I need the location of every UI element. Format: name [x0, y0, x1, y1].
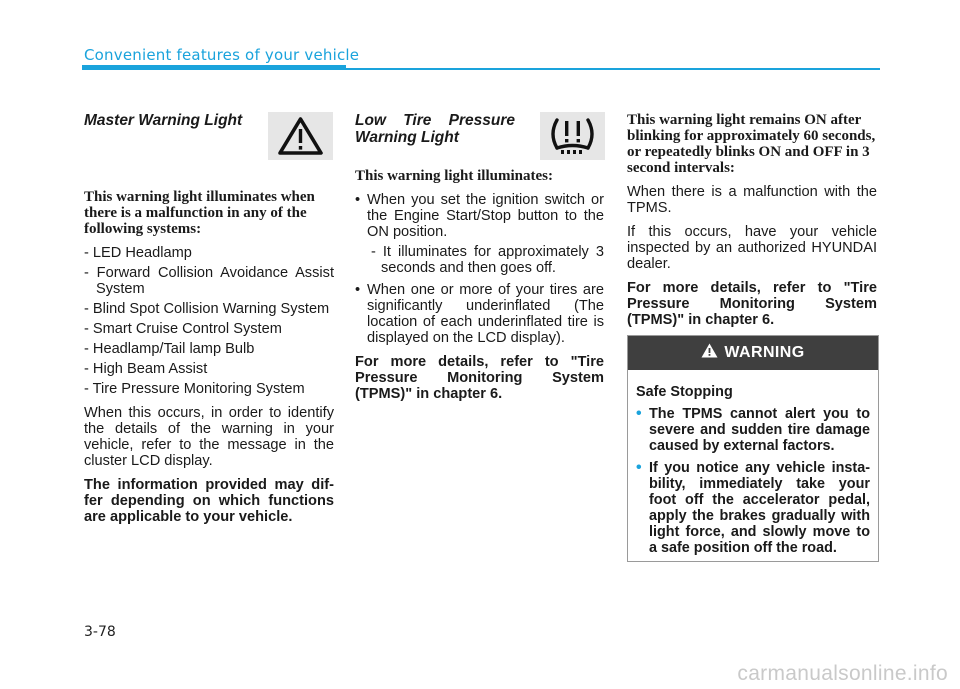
tpms-note: For more details, refer to "Tire Pressure Monitoring System (TPMS)" in chapter 6. [627, 280, 877, 328]
master-warning-para: When this occurs, in order to identify the details of the warning in your vehicle, refer to the message in the cluster LCD display. [84, 405, 334, 469]
tire-pressure-icon [540, 112, 605, 160]
warning-box [627, 335, 879, 562]
list-item: - Forward Collision Avoidance Assist System [84, 265, 334, 297]
watermark: carmanualsonline.info [737, 662, 948, 685]
warning-triangle-icon [268, 112, 333, 160]
master-warning-title: Master Warning Light [84, 112, 243, 129]
warning-header-label: WARNING [724, 344, 805, 361]
master-warning-intro: This warning light illuminates when there is a malfunction in any of the following systems: [84, 189, 315, 237]
low-tire-bullet-1: When you set the ignition switch or the Engine Start/Stop button to the ON position. [367, 192, 604, 240]
header-rule-thick [82, 65, 346, 70]
section-title: Convenient features of your vehicle [84, 46, 360, 64]
list-item: • When one or more of your tires are significantly underinflated (The location of each underinflated tire is displayed on the LCD display). [355, 282, 604, 346]
list-item: - Blind Spot Collision Warning System [84, 301, 330, 317]
low-tire-intro: This warning light illuminates: [355, 168, 553, 184]
list-item: - Tire Pressure Monitoring System [84, 381, 305, 397]
list-item: • The TPMS cannot alert you to severe and sudden tire damage caused by external factors. [636, 406, 870, 454]
low-tire-sub-1: - It illuminates for approximately 3 seconds and then goes off. [371, 244, 604, 276]
warning-triangle-icon [701, 343, 718, 363]
column-master-warning [84, 112, 334, 533]
tpms-intro: This warning light remains ON after blinking for approximately 60 seconds, or repeatedly blinks ON and OFF in 3 second intervals: [627, 112, 876, 176]
tpms-para-2: If this occurs, have your vehicle inspected by an authorized HYUNDAI dealer. [627, 224, 877, 272]
warning-list [636, 406, 870, 556]
page-number: 3-78 [84, 624, 116, 640]
master-warning-note: The information provided may dif-fer depending on which functions are applicable to your vehicle. [84, 477, 334, 525]
list-item: - LED Headlamp [84, 245, 192, 261]
header-rule-thin [346, 68, 880, 70]
list-item: - Headlamp/Tail lamp Bulb [84, 341, 255, 357]
master-warning-list [84, 245, 334, 397]
master-warning-icon-box [268, 112, 333, 160]
column-tpms-malfunction [627, 112, 877, 336]
list-item: • If you notice any vehicle insta-bility, immediately take your foot off the accelerator pedal, apply the brakes gradually with light force, and slowly move to a safe position off the road. [636, 460, 870, 556]
low-tire-icon-box [540, 112, 605, 160]
tpms-para-1: When there is a malfunction with the TPMS. [627, 184, 877, 216]
list-item: - High Beam Assist [84, 361, 208, 377]
low-tire-title: Low Tire Pressure Warning Light [355, 112, 515, 146]
warning-header [628, 336, 878, 370]
low-tire-note: For more details, refer to "Tire Pressure Monitoring System (TPMS)" in chapter 6. [355, 354, 604, 402]
low-tire-list [355, 192, 604, 346]
list-item [355, 192, 604, 276]
warning-title: Safe Stopping [636, 384, 733, 400]
list-item: - Smart Cruise Control System [84, 321, 282, 337]
